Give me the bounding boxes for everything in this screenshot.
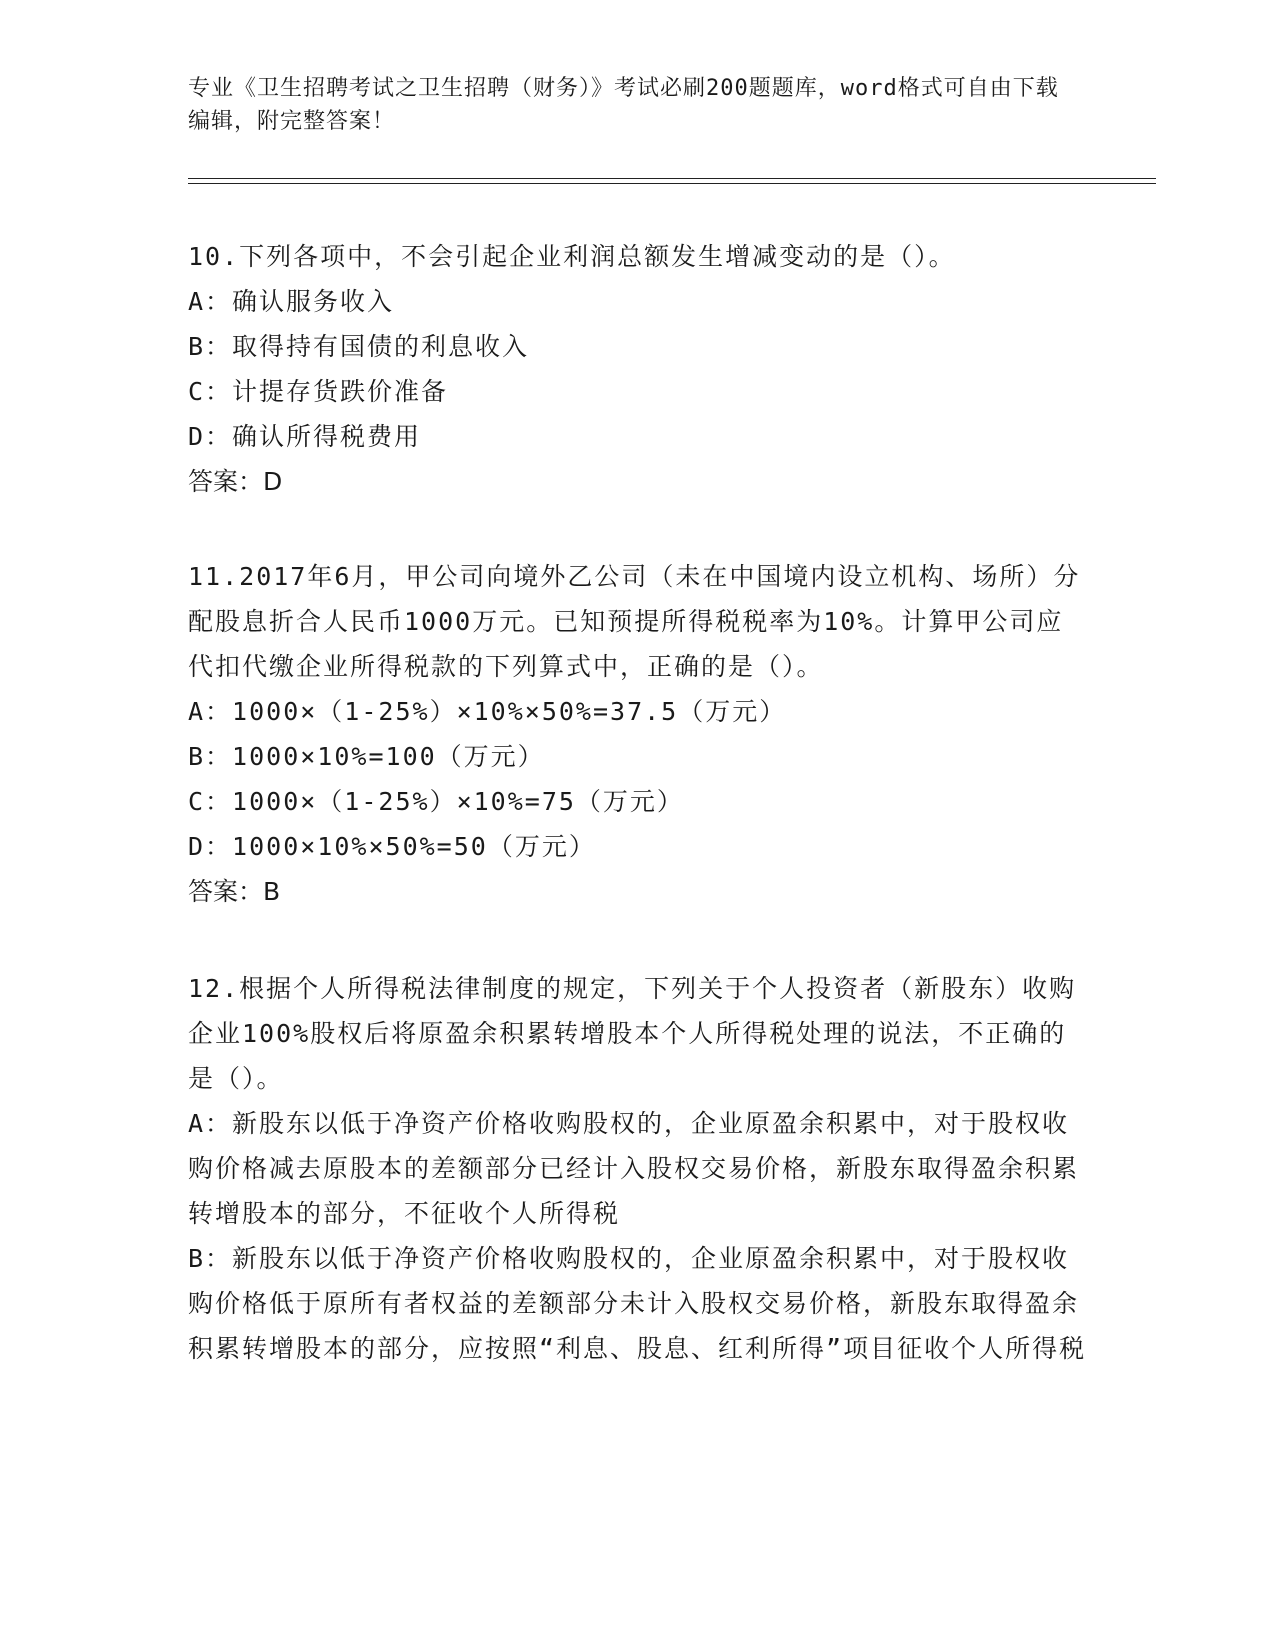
option-d: D：1000×10%×50%=50（万元） — [188, 832, 596, 861]
question-stem: 12.根据个人所得税法律制度的规定，下列关于个人投资者（新股东）收购企业100%股权后将原盈余积累转增股本个人所得税处理的说法，不正确的是（）。 — [188, 974, 1077, 1093]
answer: 答案：D — [188, 467, 283, 496]
option-d: D：确认所得税费用 — [188, 422, 422, 451]
header-divider — [188, 178, 1156, 179]
question-stem: 11.2017年6月，甲公司向境外乙公司（未在中国境内设立机构、场所）分配股息折合人民币1000万元。已知预提所得税税率为10%。计算甲公司应代扣代缴企业所得税款的下列算式中，正确的是（）。 — [188, 562, 1081, 681]
option-b: B：1000×10%=100（万元） — [188, 742, 545, 771]
option-c: C：计提存货跌价准备 — [188, 377, 449, 406]
header-divider-secondary — [188, 183, 1156, 184]
question-11 — [188, 554, 1088, 914]
option-a: A：确认服务收入 — [188, 287, 395, 316]
document-header — [188, 72, 1068, 138]
option-b: B：新股东以低于净资产价格收购股权的，企业原盈余积累中，对于股权收购价格低于原所有者权益的差额部分未计入股权交易价格，新股东取得盈余积累转增股本的部分，应按照“利息、股息、红利所得”项目征收个人所得税 — [188, 1244, 1087, 1363]
option-a: A：新股东以低于净资产价格收购股权的，企业原盈余积累中，对于股权收购价格减去原股本的差额部分已经计入股权交易价格，新股东取得盈余积累转增股本的部分，不征收个人所得税 — [188, 1109, 1080, 1228]
answer: 答案：B — [188, 877, 281, 906]
question-12 — [188, 966, 1088, 1371]
question-10 — [188, 234, 1088, 504]
question-stem: 10.下列各项中，不会引起企业利润总额发生增减变动的是（）。 — [188, 242, 956, 271]
option-c: C：1000×（1-25%）×10%=75（万元） — [188, 787, 684, 816]
option-b: B：取得持有国债的利息收入 — [188, 332, 530, 361]
header-text: 专业《卫生招聘考试之卫生招聘（财务）》考试必刷200题题库，word格式可自由下载编辑，附完整答案！ — [188, 76, 1059, 134]
option-a: A：1000×（1-25%）×10%×50%=37.5（万元） — [188, 697, 787, 726]
